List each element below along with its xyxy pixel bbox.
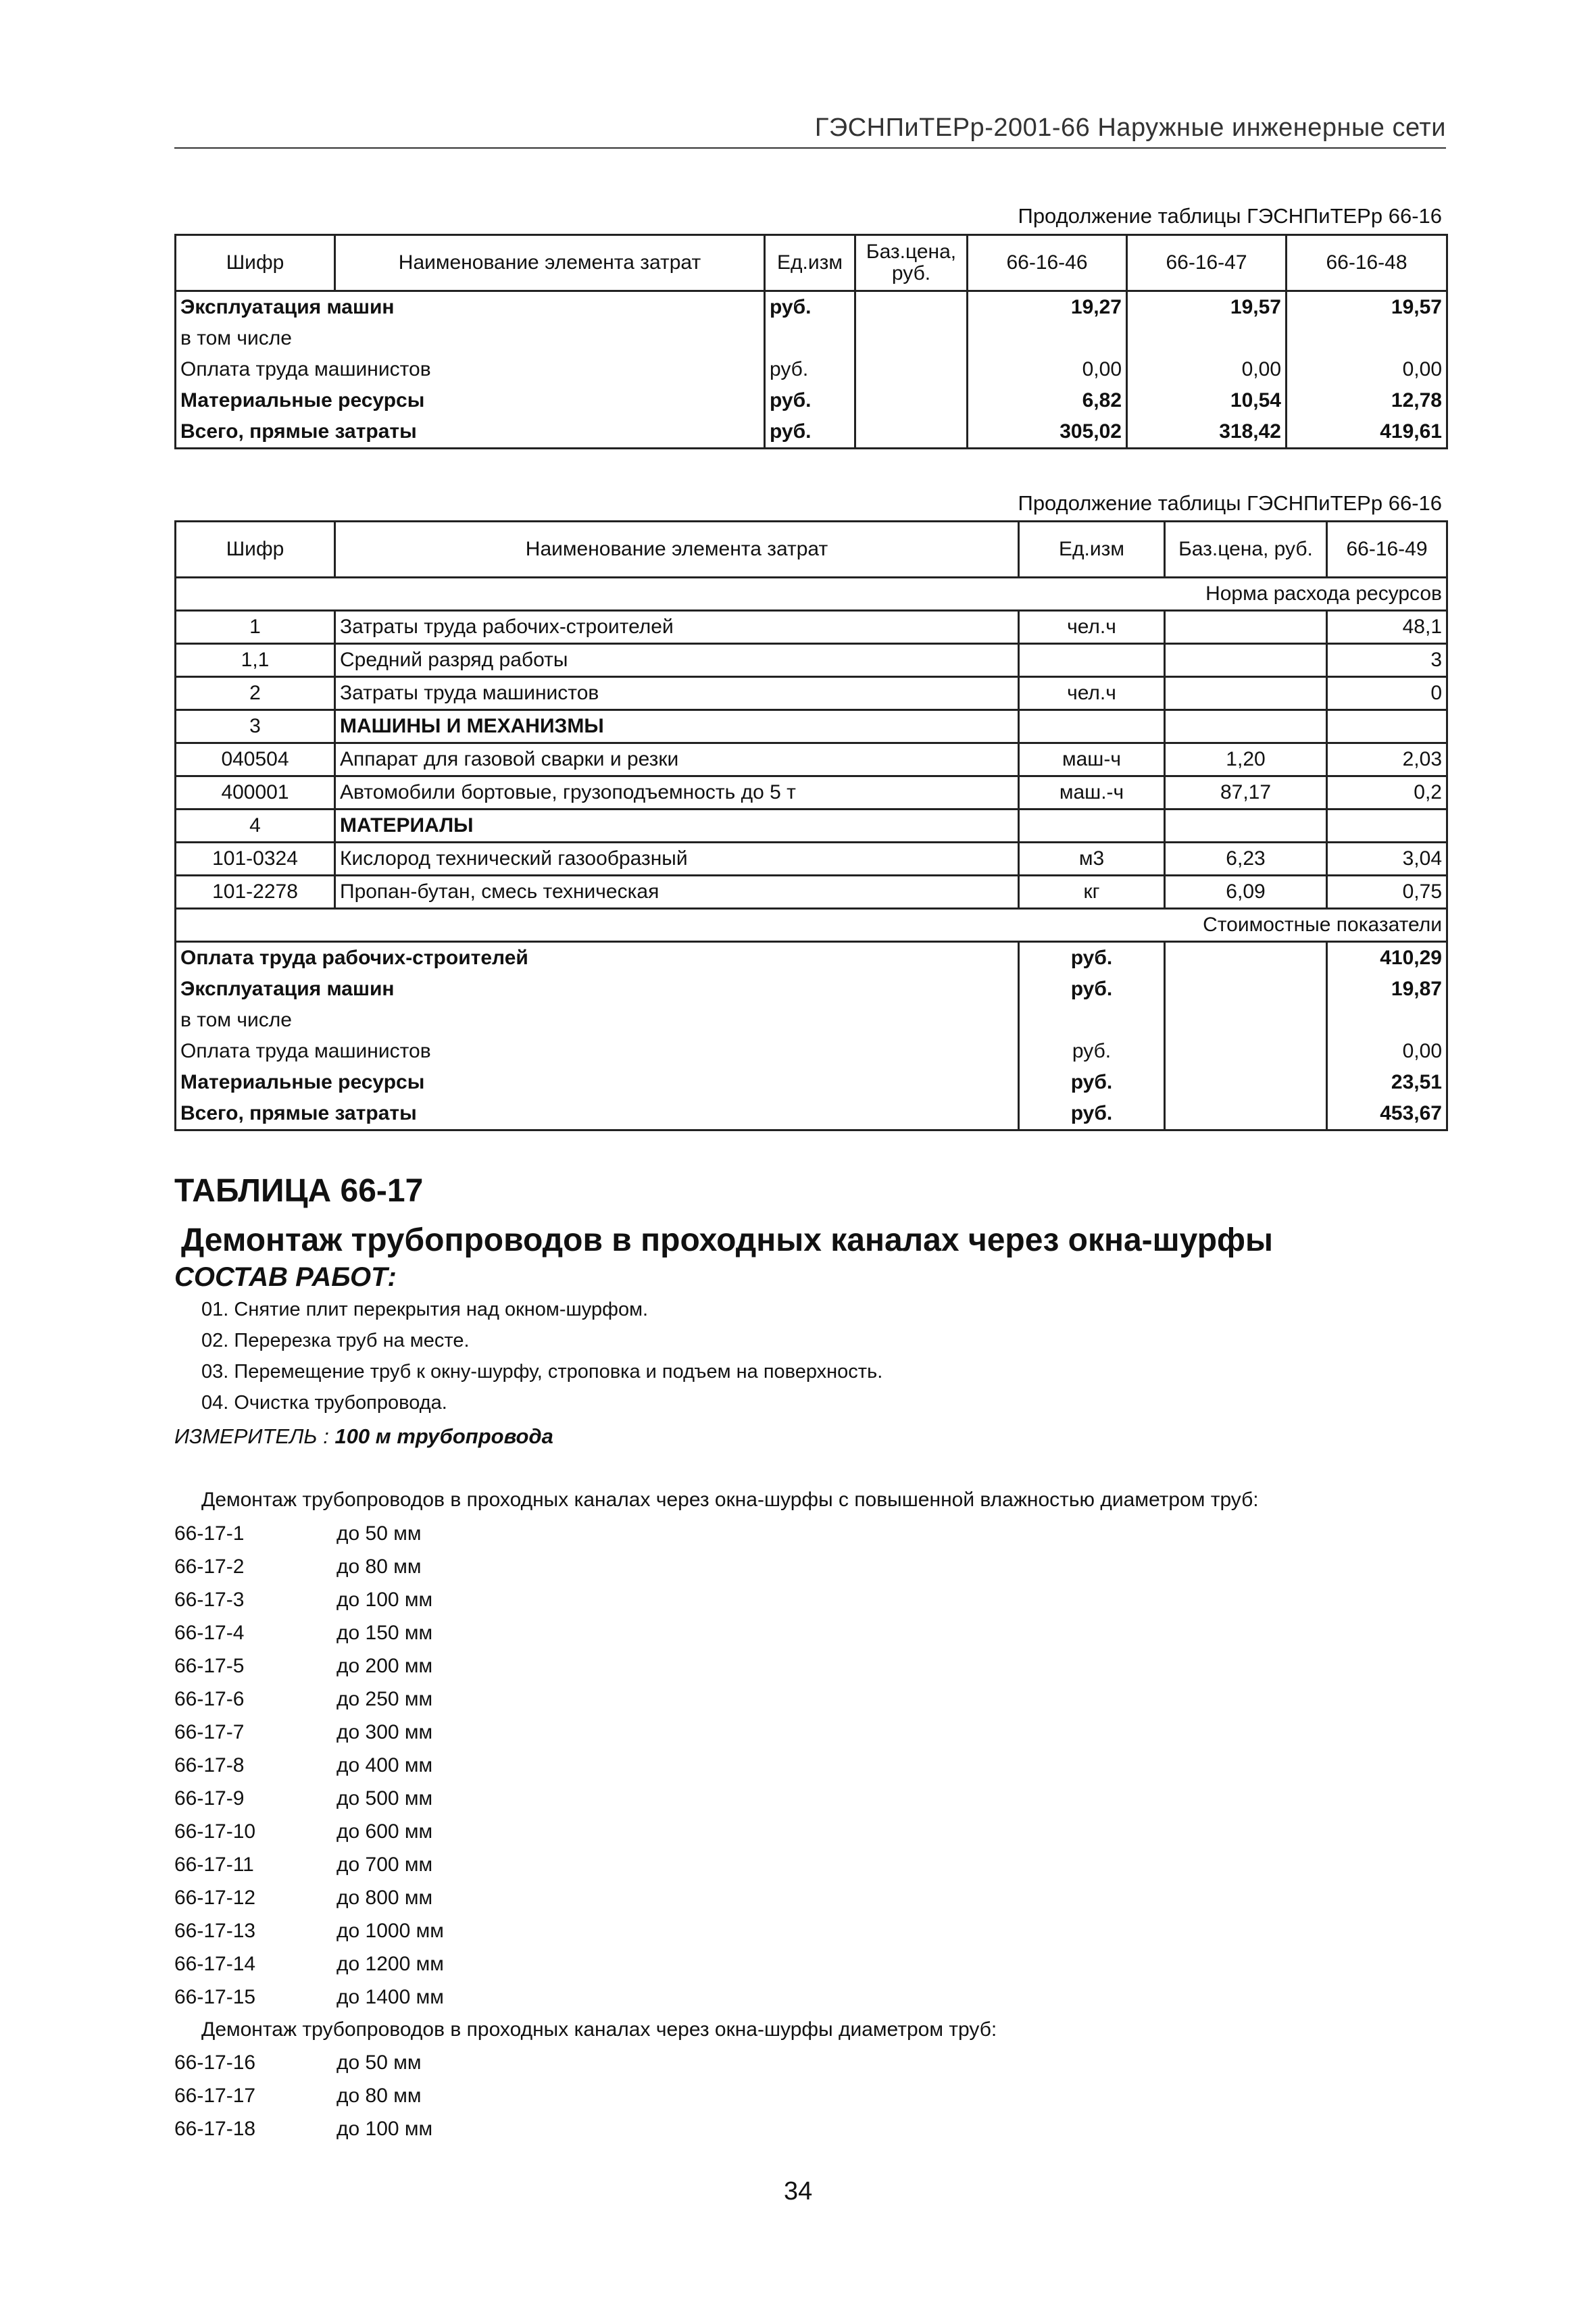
table-row [176, 810, 1447, 843]
header-rule [174, 147, 1446, 149]
row-price [855, 385, 968, 416]
table-row [176, 974, 1447, 1005]
row-value: 6,82 [968, 385, 1127, 416]
row-name: Всего, прямые затраты [176, 416, 765, 449]
item-diameter: до 1000 мм [336, 1920, 444, 1942]
table-row [176, 677, 1447, 710]
table-title: ТАБЛИЦА 66-17 [174, 1173, 424, 1209]
row-value [1327, 810, 1447, 843]
row-price [855, 323, 968, 354]
table2-header-row [176, 522, 1447, 578]
column-header: Наименование элемента затрат [335, 235, 765, 291]
row-price [855, 416, 968, 449]
table-row [176, 843, 1447, 876]
item-diameter: до 1200 мм [336, 1953, 444, 1975]
column-header: 66-16-47 [1127, 235, 1287, 291]
resource-rows [176, 611, 1447, 909]
column-header: 66-16-49 [1327, 522, 1447, 578]
table-row [176, 743, 1447, 776]
row-name: Пропан-бутан, смесь техническая [335, 876, 1019, 909]
table-row [176, 876, 1447, 909]
table-row [176, 1067, 1447, 1098]
running-header: ГЭСНПиТЕРр-2001-66 Наружные инженерные сети [814, 114, 1446, 142]
row-price [1165, 611, 1327, 644]
item-diameter: до 50 мм [336, 2051, 422, 2074]
row-unit: маш.-ч [1019, 776, 1165, 810]
norm-header: Норма расхода ресурсов [176, 578, 1447, 611]
work-step: 03. Перемещение труб к окну-шурфу, строповка и подъем на поверхность. [201, 1361, 883, 1383]
row-code: 4 [176, 810, 335, 843]
cost-header-row [176, 909, 1447, 942]
row-price [1165, 677, 1327, 710]
cost-rows [176, 942, 1447, 1130]
row-unit: руб. [765, 416, 855, 449]
column-header: 66-16-46 [968, 235, 1127, 291]
row-unit [1019, 1005, 1165, 1036]
table1-header-row [176, 235, 1447, 291]
row-value: 318,42 [1127, 416, 1287, 449]
row-name: Оплата труда машинистов [176, 1036, 1019, 1067]
item-code: 66-17-3 [174, 1589, 245, 1611]
composition-heading: СОСТАВ РАБОТ: [174, 1262, 397, 1292]
table-row [176, 323, 1447, 354]
row-value: 0,75 [1327, 876, 1447, 909]
column-header: Шифр [176, 522, 335, 578]
row-value: 0,00 [1327, 1036, 1447, 1067]
row-value [1287, 323, 1447, 354]
item-code: 66-17-17 [174, 2085, 256, 2107]
item-code: 66-17-7 [174, 1721, 245, 1743]
item-code: 66-17-6 [174, 1688, 245, 1710]
row-name: Эксплуатация машин [176, 291, 765, 324]
row-name: МАШИНЫ И МЕХАНИЗМЫ [335, 710, 1019, 743]
row-price [1165, 810, 1327, 843]
row-unit: кг [1019, 876, 1165, 909]
row-name: Оплата труда рабочих-строителей [176, 942, 1019, 974]
item-diameter: до 600 мм [336, 1820, 433, 1843]
row-unit: руб. [1019, 1036, 1165, 1067]
item-diameter: до 50 мм [336, 1522, 422, 1545]
table-row [176, 416, 1447, 449]
row-unit [1019, 810, 1165, 843]
row-value: 3 [1327, 644, 1447, 677]
measure-value: 100 м трубопровода [334, 1424, 553, 1448]
item-code: 66-17-13 [174, 1920, 256, 1942]
item-code: 66-17-9 [174, 1787, 245, 1810]
measure-label: ИЗМЕРИТЕЛЬ : [174, 1424, 329, 1448]
row-name: Материальные ресурсы [176, 1067, 1019, 1098]
row-value: 410,29 [1327, 942, 1447, 974]
table-row [176, 291, 1447, 324]
table2-caption: Продолжение таблицы ГЭСНПиТЕРр 66-16 [1018, 491, 1442, 515]
row-name: Кислород технический газообразный [335, 843, 1019, 876]
item-code: 66-17-14 [174, 1953, 256, 1975]
row-value: 0,00 [1287, 354, 1447, 385]
row-name: Средний разряд работы [335, 644, 1019, 677]
row-value: 19,57 [1127, 291, 1287, 324]
row-code: 040504 [176, 743, 335, 776]
row-value: 419,61 [1287, 416, 1447, 449]
row-value: 305,02 [968, 416, 1127, 449]
row-code: 1,1 [176, 644, 335, 677]
item-diameter: до 400 мм [336, 1754, 433, 1776]
row-value: 19,87 [1327, 974, 1447, 1005]
row-unit [765, 323, 855, 354]
item-code: 66-17-8 [174, 1754, 245, 1776]
work-step: 02. Перерезка труб на месте. [201, 1330, 470, 1351]
item-diameter: до 80 мм [336, 1555, 422, 1578]
row-code: 3 [176, 710, 335, 743]
row-value: 19,57 [1287, 291, 1447, 324]
table-row [176, 385, 1447, 416]
row-price [1165, 710, 1327, 743]
row-price: 87,17 [1165, 776, 1327, 810]
row-unit: руб. [765, 385, 855, 416]
table-row [176, 942, 1447, 974]
row-price [1165, 942, 1327, 974]
row-unit: руб. [1019, 974, 1165, 1005]
item-code: 66-17-15 [174, 1986, 256, 2008]
section-heading: Демонтаж трубопроводов в проходных каналах через окна-шурфы [181, 1222, 1274, 1258]
row-value: 3,04 [1327, 843, 1447, 876]
row-value: 12,78 [1287, 385, 1447, 416]
item-diameter: до 1400 мм [336, 1986, 444, 2008]
column-header: Наименование элемента затрат [335, 522, 1019, 578]
item-code: 66-17-11 [174, 1853, 254, 1876]
item-code: 66-17-10 [174, 1820, 256, 1843]
row-price [1165, 1098, 1327, 1130]
row-price [1165, 644, 1327, 677]
row-price [1165, 1036, 1327, 1067]
row-value: 2,03 [1327, 743, 1447, 776]
row-value [1327, 1005, 1447, 1036]
row-unit: руб. [1019, 942, 1165, 974]
row-price [1165, 1005, 1327, 1036]
row-name: Автомобили бортовые, грузоподъемность до 5 т [335, 776, 1019, 810]
column-header: Ед.изм [765, 235, 855, 291]
row-value: 19,27 [968, 291, 1127, 324]
row-unit: маш-ч [1019, 743, 1165, 776]
row-value: 453,67 [1327, 1098, 1447, 1130]
row-price: 6,09 [1165, 876, 1327, 909]
row-value [1327, 710, 1447, 743]
row-name: в том числе [176, 1005, 1019, 1036]
row-price: 1,20 [1165, 743, 1327, 776]
row-code: 2 [176, 677, 335, 710]
row-price [855, 291, 968, 324]
row-value: 23,51 [1327, 1067, 1447, 1098]
row-value: 0,00 [968, 354, 1127, 385]
row-code: 101-2278 [176, 876, 335, 909]
table-row [176, 354, 1447, 385]
norm-header-row [176, 578, 1447, 611]
row-value: 10,54 [1127, 385, 1287, 416]
group1-intro: Демонтаж трубопроводов в проходных каналах через окна-шурфы с повышенной влажностью диаметром труб: [201, 1489, 1259, 1511]
table-row [176, 1098, 1447, 1130]
row-code: 400001 [176, 776, 335, 810]
row-code: 101-0324 [176, 843, 335, 876]
page-number: 34 [784, 2177, 813, 2206]
item-diameter: до 700 мм [336, 1853, 433, 1876]
row-name: Материальные ресурсы [176, 385, 765, 416]
item-diameter: до 80 мм [336, 2085, 422, 2107]
item-diameter: до 150 мм [336, 1622, 433, 1644]
item-code: 66-17-5 [174, 1655, 245, 1677]
item-code: 66-17-18 [174, 2118, 256, 2140]
row-name: МАТЕРИАЛЫ [335, 810, 1019, 843]
item-diameter: до 250 мм [336, 1688, 433, 1710]
row-value: 48,1 [1327, 611, 1447, 644]
item-code: 66-17-12 [174, 1887, 256, 1909]
row-code: 1 [176, 611, 335, 644]
row-name: Эксплуатация машин [176, 974, 1019, 1005]
table1 [174, 234, 1448, 449]
item-diameter: до 500 мм [336, 1787, 433, 1810]
row-unit: руб. [1019, 1067, 1165, 1098]
item-code: 66-17-16 [174, 2051, 256, 2074]
item-diameter: до 300 мм [336, 1721, 433, 1743]
work-step: 01. Снятие плит перекрытия над окном-шурфом. [201, 1299, 649, 1320]
row-value: 0 [1327, 677, 1447, 710]
column-header: Шифр [176, 235, 335, 291]
row-value [968, 323, 1127, 354]
row-unit: руб. [765, 354, 855, 385]
item-diameter: до 800 мм [336, 1887, 433, 1909]
row-price: 6,23 [1165, 843, 1327, 876]
row-unit [1019, 710, 1165, 743]
row-name: Затраты труда машинистов [335, 677, 1019, 710]
cost-header: Стоимостные показатели [176, 909, 1447, 942]
row-unit: руб. [1019, 1098, 1165, 1130]
row-value [1127, 323, 1287, 354]
row-value: 0,00 [1127, 354, 1287, 385]
row-unit: чел.ч [1019, 677, 1165, 710]
table-row [176, 1036, 1447, 1067]
table-row [176, 1005, 1447, 1036]
item-diameter: до 100 мм [336, 1589, 433, 1611]
row-name: Аппарат для газовой сварки и резки [335, 743, 1019, 776]
row-unit: м3 [1019, 843, 1165, 876]
row-name: Затраты труда рабочих-строителей [335, 611, 1019, 644]
table2 [174, 520, 1448, 1131]
item-diameter: до 100 мм [336, 2118, 433, 2140]
row-unit: руб. [765, 291, 855, 324]
row-price [1165, 1067, 1327, 1098]
table1-caption: Продолжение таблицы ГЭСНПиТЕРр 66-16 [1018, 204, 1442, 228]
table-row [176, 776, 1447, 810]
item-code: 66-17-1 [174, 1522, 245, 1545]
column-header: Ед.изм [1019, 522, 1165, 578]
row-name: в том числе [176, 323, 765, 354]
table-row [176, 644, 1447, 677]
column-header: Баз.цена, руб. [855, 235, 968, 291]
group2-intro: Демонтаж трубопроводов в проходных каналах через окна-шурфы диаметром труб: [201, 2018, 997, 2041]
row-unit: чел.ч [1019, 611, 1165, 644]
measure-line [174, 1424, 553, 1449]
row-name: Оплата труда машинистов [176, 354, 765, 385]
item-code: 66-17-2 [174, 1555, 245, 1578]
table-row [176, 611, 1447, 644]
column-header: 66-16-48 [1287, 235, 1447, 291]
work-step: 04. Очистка трубопровода. [201, 1392, 447, 1414]
row-unit [1019, 644, 1165, 677]
row-value: 0,2 [1327, 776, 1447, 810]
row-name: Всего, прямые затраты [176, 1098, 1019, 1130]
item-diameter: до 200 мм [336, 1655, 433, 1677]
column-header: Баз.цена, руб. [1165, 522, 1327, 578]
table-row [176, 710, 1447, 743]
row-price [1165, 974, 1327, 1005]
item-code: 66-17-4 [174, 1622, 245, 1644]
row-price [855, 354, 968, 385]
